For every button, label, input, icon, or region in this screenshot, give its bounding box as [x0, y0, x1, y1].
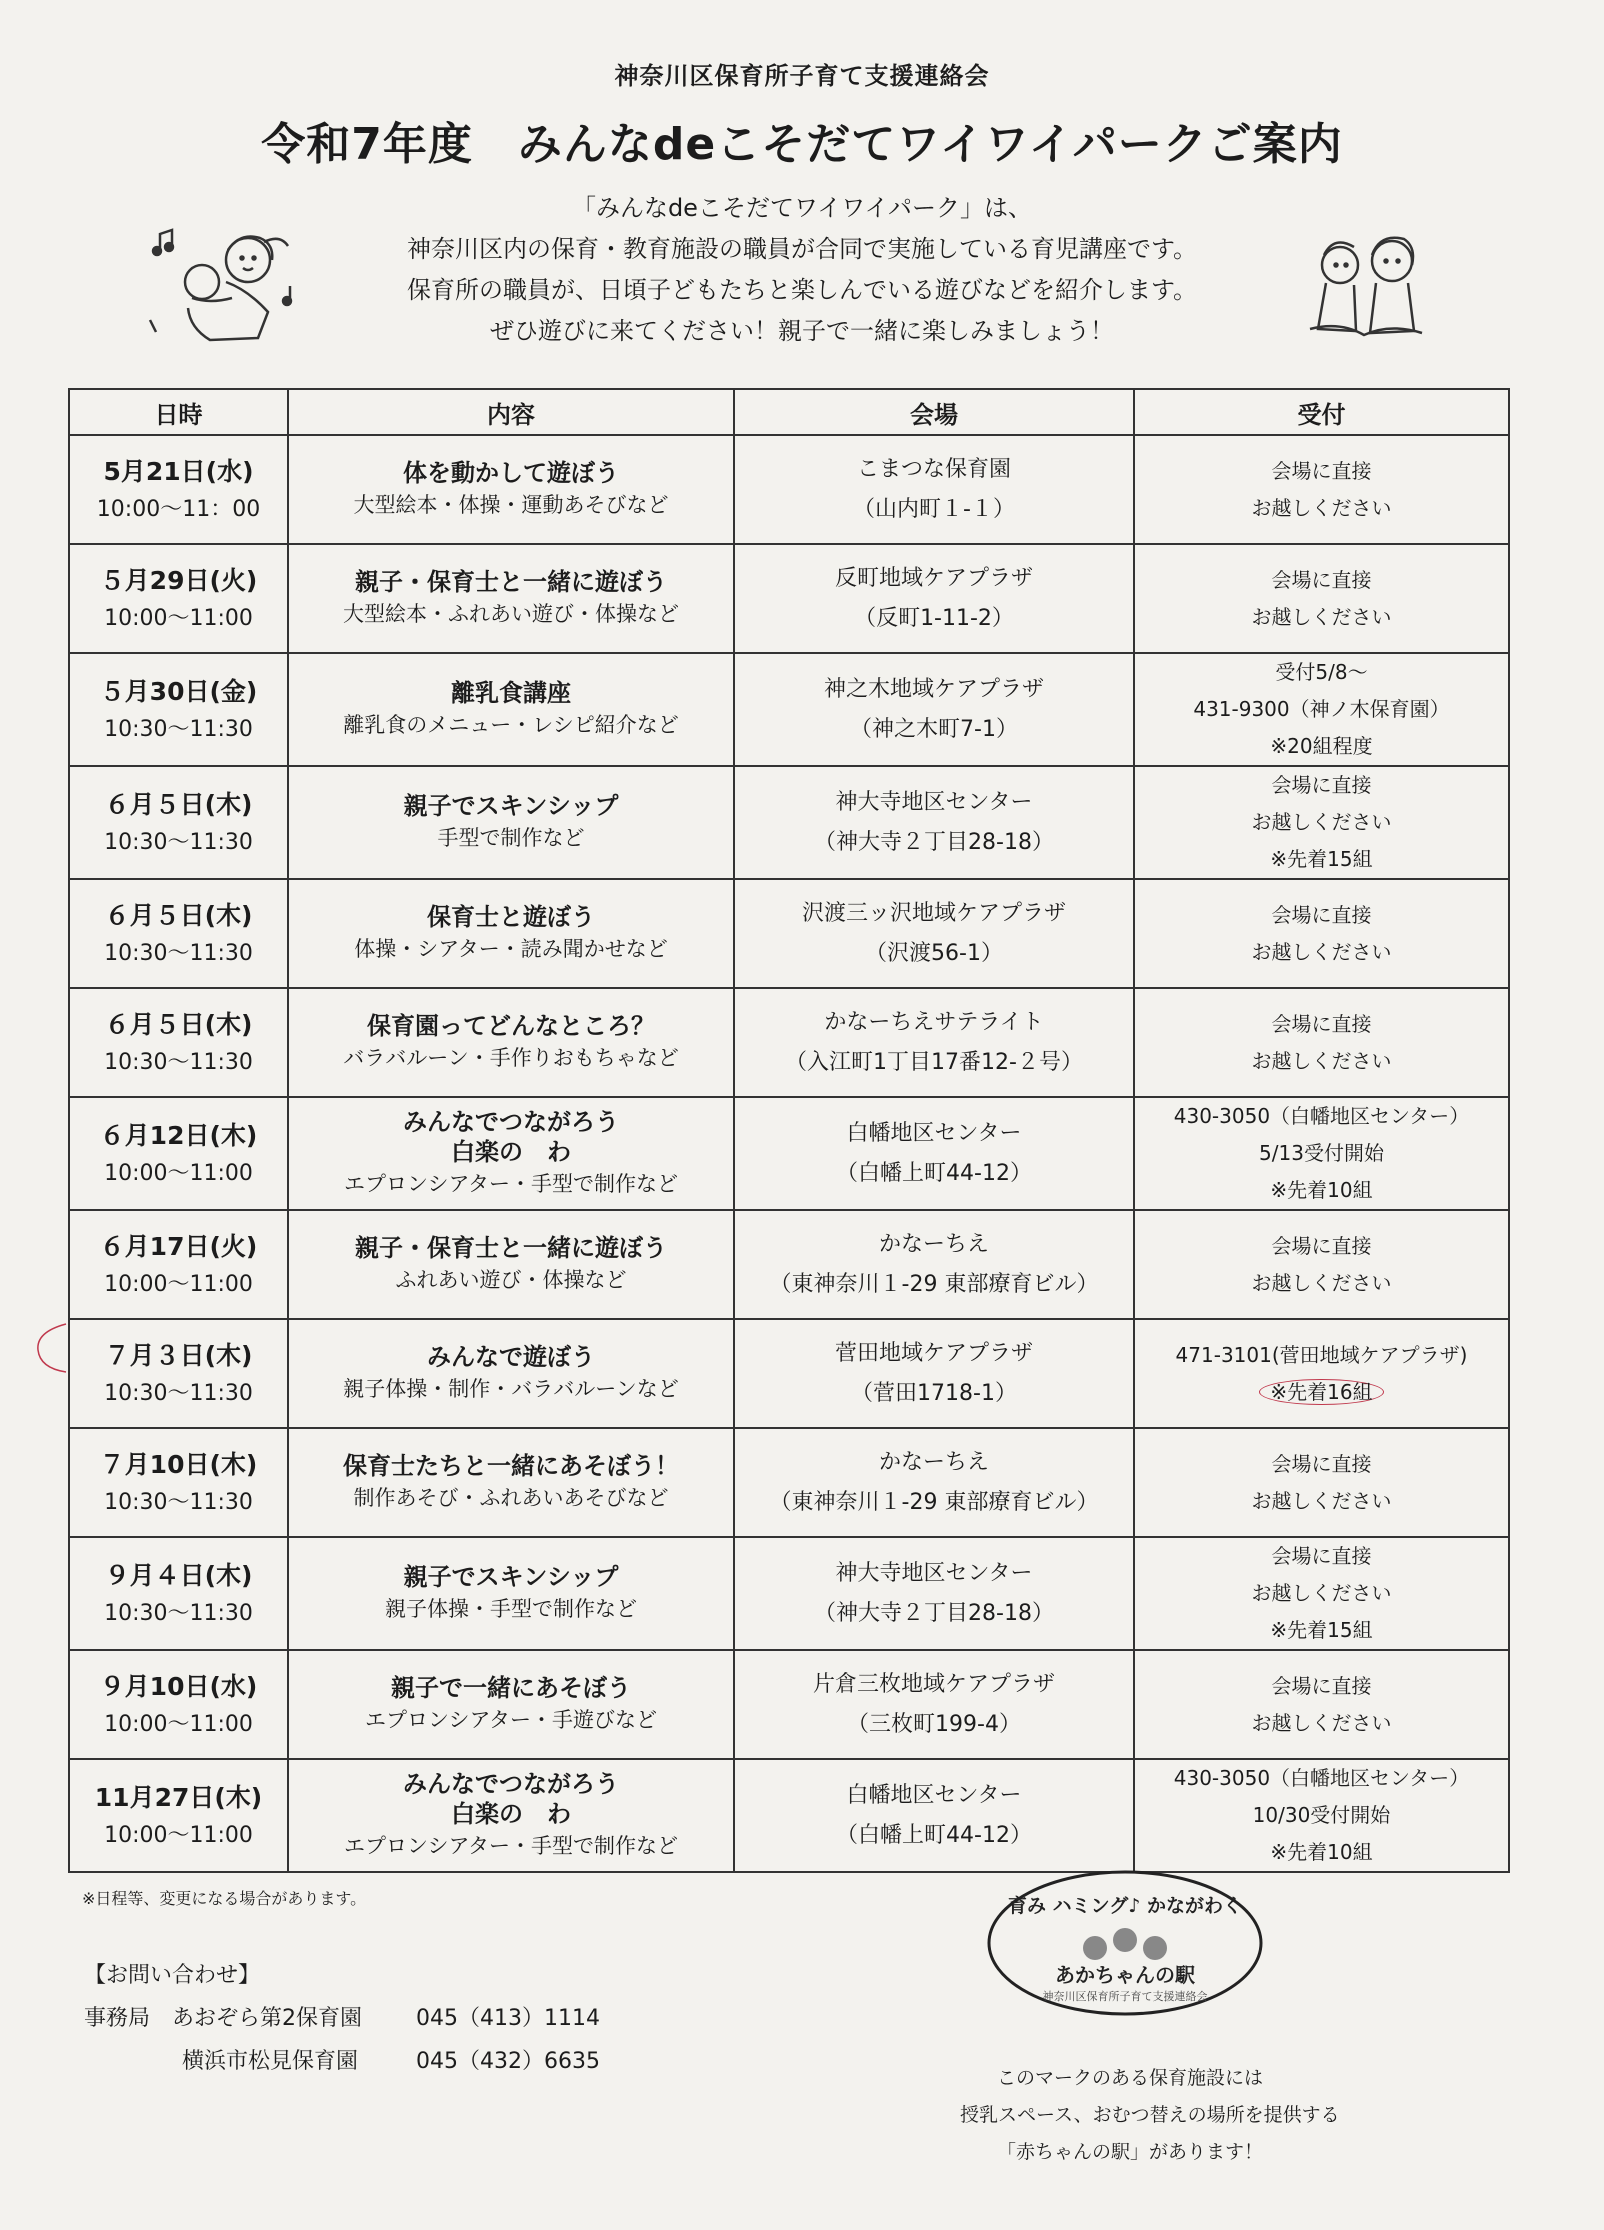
venue-cell [734, 988, 1134, 1097]
venue-address: （東神奈川１-29 東部療育ビル） [769, 1271, 1099, 1297]
parent-child-illustration [140, 220, 310, 350]
office-name: 事務局 あおぞら第2保育園 [84, 2006, 362, 2031]
event-title: 親子・保育士と一緒に遊ぼう [355, 1233, 667, 1262]
reception-cell [1134, 1319, 1509, 1428]
reception-line: ※先着15組 [1270, 1618, 1373, 1642]
event-title: 親子で一緒にあそぼう [391, 1673, 631, 1702]
datetime-cell [69, 1650, 288, 1759]
venue-cell [734, 766, 1134, 879]
event-date: ６月17日(火) [99, 1231, 258, 1261]
column-header-datetime: 日時 [69, 389, 288, 435]
venue-address: （神大寺２丁目28-18） [814, 1600, 1054, 1626]
venue-name: こまつな保育園 [856, 456, 1011, 482]
reception-line: お越しください [1251, 1048, 1392, 1073]
venue-address: （菅田1718-1） [851, 1380, 1017, 1406]
content-cell [288, 544, 734, 653]
contact-office [84, 1997, 600, 2040]
svg-text:あかちゃんの駅: あかちゃんの駅 [1055, 1963, 1195, 1987]
content-cell [288, 1650, 734, 1759]
event-description: 大型絵本・ふれあい遊び・体操など [343, 601, 679, 626]
reception-cell [1134, 653, 1509, 766]
event-description: 体操・シアター・読み聞かせなど [354, 936, 668, 961]
page-title: 令和7年度 みんなdeこそだてワイワイパークご案内 [261, 119, 1343, 170]
venue-cell [734, 435, 1134, 544]
content-cell [288, 879, 734, 988]
table-row [69, 1537, 1509, 1650]
event-description: エプロンシアター・手遊びなど [364, 1707, 657, 1732]
venue-name: 白幡地区センター [846, 1782, 1022, 1808]
event-title: 保育士たちと一緒にあそぼう！ [343, 1451, 679, 1480]
table-row [69, 1428, 1509, 1537]
table-row [69, 435, 1509, 544]
reception-line: 10/30受付開始 [1252, 1803, 1391, 1827]
venue-name: 反町地域ケアプラザ [834, 565, 1033, 591]
event-date: ７月３日(木) [104, 1340, 253, 1370]
venue-cell [734, 1537, 1134, 1650]
table-row [69, 879, 1509, 988]
contact-heading: 【お問い合わせ】 [84, 1963, 261, 1988]
content-cell [288, 988, 734, 1097]
datetime-cell [69, 988, 288, 1097]
content-cell [288, 653, 734, 766]
reception-line: 会場に直接 [1271, 1451, 1372, 1476]
event-title: 親子でスキンシップ [403, 791, 619, 820]
datetime-cell [69, 1759, 288, 1872]
reception-line: お越しください [1251, 604, 1392, 629]
content-cell [288, 1319, 734, 1428]
reception-line: お越しください [1251, 1270, 1392, 1295]
event-date: ５月29日(火) [99, 565, 258, 595]
event-title [289, 1769, 733, 1829]
event-time: 10:00～11:00 [104, 1711, 253, 1737]
event-title: 保育士と遊ぼう [427, 902, 595, 931]
datetime-cell [69, 1428, 288, 1537]
event-date: ６月５日(木) [104, 1009, 253, 1039]
datetime-cell [69, 879, 288, 988]
content-cell [288, 766, 734, 879]
event-date: 11月27日(木) [94, 1782, 263, 1812]
reception-line: 431-9300（神ノ木保育園） [1193, 697, 1450, 721]
datetime-cell [69, 544, 288, 653]
reception-cell [1134, 879, 1509, 988]
datetime-cell [69, 1097, 288, 1210]
datetime-cell [69, 653, 288, 766]
event-description: 離乳食のメニュー・レシピ紹介など [343, 712, 679, 737]
event-description: エプロンシアター・手型で制作など [343, 1833, 678, 1858]
event-time: 10:00～11:00 [104, 1822, 253, 1848]
event-date: 5月21日(水) [103, 456, 254, 486]
reception-line: 会場に直接 [1271, 1544, 1372, 1568]
venue-name: 菅田地域ケアプラザ [834, 1340, 1033, 1366]
reception-cell [1134, 766, 1509, 879]
event-title: 保育園ってどんなところ？ [367, 1011, 655, 1040]
event-date: ９月10日(水) [99, 1671, 258, 1701]
reception-line: 会場に直接 [1271, 902, 1372, 927]
event-date: ６月12日(木) [99, 1120, 258, 1150]
reception-line: お越しください [1251, 1488, 1392, 1513]
venue-name: 神大寺地区センター [835, 1560, 1033, 1586]
venue-cell [734, 1210, 1134, 1319]
organization-name: 神奈川区保育所子育て支援連絡会 [614, 62, 990, 90]
reception-line: ※20組程度 [1270, 734, 1373, 758]
reception-line: 430-3050（白幡地区センター） [1173, 1766, 1470, 1790]
venue-address: （白幡上町44-12） [836, 1160, 1032, 1186]
reception-cell [1134, 544, 1509, 653]
event-title-line: みんなでつながろう [403, 1769, 619, 1798]
venue-address: （三枚町199-4） [847, 1711, 1021, 1737]
change-note: ※日程等、変更になる場合があります。 [82, 1889, 367, 1908]
column-header-reception: 受付 [1134, 389, 1509, 435]
reception-cell [1134, 435, 1509, 544]
venue-cell [734, 1428, 1134, 1537]
venue-name: 神之木地域ケアプラザ [823, 676, 1044, 702]
reception-line: 会場に直接 [1271, 567, 1372, 592]
event-time: 10:30～11:30 [104, 1380, 253, 1406]
reception-line: 会場に直接 [1271, 1233, 1372, 1258]
datetime-cell [69, 1210, 288, 1319]
event-date: ９月４日(木) [104, 1560, 253, 1590]
venue-cell [734, 544, 1134, 653]
reception-line [1135, 1374, 1508, 1411]
event-title-line: 白楽の わ [451, 1799, 571, 1828]
event-time: 10:30～11:30 [104, 1600, 253, 1626]
event-date: ７月10日(木) [99, 1449, 258, 1479]
datetime-cell [69, 766, 288, 879]
reception-line: 471-3101(菅田地域ケアプラザ) [1175, 1342, 1468, 1367]
table-header-row [69, 389, 1509, 435]
contact-section [84, 1954, 600, 2083]
event-time: 10:30～11:30 [104, 829, 253, 855]
reception-cell [1134, 1537, 1509, 1650]
table-row [69, 1097, 1509, 1210]
event-description: バラバルーン・手作りおもちゃなど [343, 1045, 679, 1070]
logo-description-line: このマークのある保育施設には [996, 2067, 1263, 2089]
venue-cell [734, 1097, 1134, 1210]
reception-line: 会場に直接 [1271, 1673, 1372, 1698]
table-row [69, 544, 1509, 653]
venue-address: （入江町1丁目17番12-２号） [785, 1049, 1083, 1075]
handwritten-mark [30, 1318, 70, 1378]
event-description: 制作あそび・ふれあいあそびなど [353, 1485, 669, 1510]
venue-address: （東神奈川１-29 東部療育ビル） [769, 1489, 1099, 1515]
reception-cell [1134, 1428, 1509, 1537]
reception-line: お越しください [1251, 810, 1392, 834]
venue-address: （山内町１-１） [853, 496, 1015, 522]
event-time: 10:00～11:00 [104, 1271, 253, 1297]
event-time: 10:00～11:00 [104, 1160, 253, 1186]
venue-address: （神大寺２丁目28-18） [814, 829, 1054, 855]
content-cell [288, 1097, 734, 1210]
table-row [69, 1759, 1509, 1872]
content-cell [288, 435, 734, 544]
event-title: みんなで遊ぼう [427, 1342, 595, 1371]
column-header-venue: 会場 [734, 389, 1134, 435]
reception-line: 会場に直接 [1271, 1011, 1372, 1036]
reception-cell [1134, 1210, 1509, 1319]
content-cell [288, 1210, 734, 1319]
venue-cell [734, 1759, 1134, 1872]
event-time: 10:00～11:00 [104, 605, 253, 631]
datetime-cell [69, 1537, 288, 1650]
datetime-cell [69, 435, 288, 544]
reception-line: お越しください [1251, 939, 1392, 964]
venue-name: かなーちえ [878, 1231, 989, 1257]
event-description: 大型絵本・体操・運動あそびなど [353, 492, 669, 517]
event-description: 手型で制作など [437, 825, 585, 850]
event-description: 親子体操・手型で制作など [385, 1596, 637, 1621]
reception-cell [1134, 1759, 1509, 1872]
venue-address: （反町1-11-2） [854, 605, 1014, 631]
venue-address: （白幡上町44-12） [836, 1822, 1032, 1848]
table-row [69, 1319, 1509, 1428]
event-time: 10:00～11：00 [96, 496, 261, 522]
venue-name: かなーちえサテライト [824, 1009, 1044, 1035]
event-date: ６月５日(木) [104, 900, 253, 930]
logo-description-line: 授乳スペース、おむつ替えの場所を提供する [960, 2104, 1340, 2126]
event-time: 10:30～11:30 [104, 940, 253, 966]
reception-line: 受付5/8～ [1275, 660, 1368, 684]
reception-line: 5/13受付開始 [1259, 1141, 1384, 1165]
event-title: 親子・保育士と一緒に遊ぼう [355, 567, 667, 596]
reception-line: 会場に直接 [1271, 773, 1372, 797]
svg-text:神奈川区保育所子育て支援連絡会: 神奈川区保育所子育て支援連絡会 [1042, 1990, 1208, 2003]
akachan-no-eki-logo [985, 1868, 1265, 2018]
reception-line: 430-3050（白幡地区センター） [1173, 1104, 1470, 1128]
venue-cell [734, 879, 1134, 988]
intro-line: 神奈川区内の保育・教育施設の職員が合同で実施している育児講座です。 [406, 235, 1198, 263]
table-row [69, 1210, 1509, 1319]
event-time: 10:30～11:30 [104, 1489, 253, 1515]
contact-second [84, 2040, 600, 2083]
reception-cell [1134, 988, 1509, 1097]
content-cell [288, 1759, 734, 1872]
reception-line: お越しください [1251, 1710, 1392, 1735]
reception-line: ※先着15組 [1270, 847, 1373, 871]
office-phone: 045（413）1114 [416, 2006, 600, 2031]
event-description: 親子体操・制作・バラバルーンなど [343, 1376, 679, 1401]
event-time: 10:30～11:30 [104, 1049, 253, 1075]
intro-line: 保育所の職員が、日頃子どもたちと楽しんでいる遊びなどを紹介します。 [406, 276, 1198, 304]
event-description: ふれあい遊び・体操など [395, 1267, 627, 1292]
venue-name: 神大寺地区センター [835, 789, 1033, 815]
logo-description [960, 2060, 1340, 2171]
second-office-phone: 045（432）6635 [416, 2049, 600, 2074]
schedule-table [68, 388, 1510, 1873]
caregivers-illustration [1300, 225, 1430, 355]
reception-line: ※先着10組 [1270, 1178, 1373, 1202]
content-cell [288, 1537, 734, 1650]
venue-cell [734, 1650, 1134, 1759]
event-title: 親子でスキンシップ [403, 1562, 619, 1591]
event-title: 離乳食講座 [451, 678, 571, 707]
intro-line: ぜひ遊びに来てください！親子で一緒に楽しみましょう！ [490, 317, 1114, 345]
intro-text [360, 188, 1244, 352]
event-description: エプロンシアター・手型で制作など [343, 1171, 678, 1196]
logo-description-line: 「赤ちゃんの駅」があります！ [996, 2141, 1263, 2163]
content-cell [288, 1428, 734, 1537]
table-row [69, 766, 1509, 879]
column-header-content: 内容 [288, 389, 734, 435]
event-title-line: みんなでつながろう [403, 1107, 619, 1136]
table-row [69, 988, 1509, 1097]
circled-capacity-note: ※先着16組 [1259, 1379, 1383, 1405]
datetime-cell [69, 1319, 288, 1428]
event-title [289, 1107, 733, 1167]
venue-address: （沢渡56-1） [865, 940, 1003, 966]
svg-text:育み ハミング♪ かながわく: 育み ハミング♪ かながわく [1008, 1895, 1242, 1917]
venue-cell [734, 1319, 1134, 1428]
reception-line: お越しください [1251, 495, 1392, 520]
reception-line: 会場に直接 [1271, 458, 1372, 483]
venue-name: 白幡地区センター [846, 1120, 1022, 1146]
event-title: 体を動かして遊ぼう [403, 458, 619, 487]
second-office-name: 横浜市松見保育園 [182, 2049, 359, 2074]
event-title-line: 白楽の わ [451, 1137, 571, 1166]
event-date: ５月30日(金) [99, 676, 258, 706]
reception-cell [1134, 1650, 1509, 1759]
intro-line: 「みんなdeこそだてワイワイパーク」は、 [571, 194, 1033, 222]
event-date: ６月５日(木) [104, 789, 253, 819]
table-row [69, 653, 1509, 766]
reception-line: ※先着10組 [1270, 1840, 1373, 1864]
venue-name: 片倉三枚地域ケアプラザ [812, 1671, 1055, 1697]
event-time: 10:30～11:30 [104, 716, 253, 742]
venue-cell [734, 653, 1134, 766]
venue-address: （神之木町7-1） [850, 716, 1018, 742]
reception-cell [1134, 1097, 1509, 1210]
venue-name: かなーちえ [878, 1449, 989, 1475]
table-row [69, 1650, 1509, 1759]
venue-name: 沢渡三ッ沢地域ケアプラザ [801, 900, 1066, 926]
reception-line: お越しください [1251, 1581, 1392, 1605]
